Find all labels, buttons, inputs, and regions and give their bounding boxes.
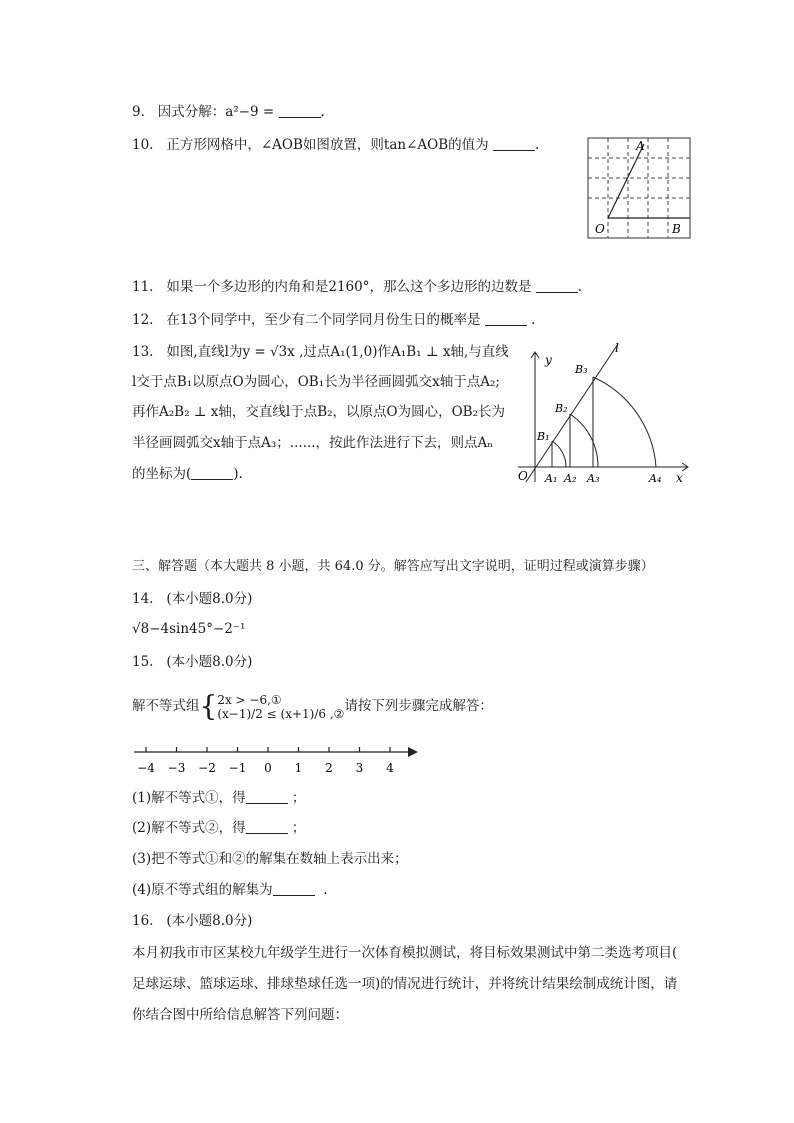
q16-score: (本小题8.0分) — [166, 913, 253, 929]
q13-number: 13. — [132, 344, 154, 360]
q12-period: . — [531, 312, 536, 328]
label-b: B — [672, 222, 681, 236]
q12-number: 12. — [132, 312, 154, 328]
q10-answer-blank[interactable] — [493, 136, 535, 151]
ray-oa — [608, 144, 644, 218]
step2-semicolon: ； — [291, 820, 306, 836]
q11-answer-blank[interactable] — [536, 278, 578, 293]
question-12 — [132, 310, 535, 330]
tick-label: 0 — [264, 761, 272, 775]
label-a4: A₄ — [649, 472, 662, 485]
step1-blank[interactable] — [246, 789, 288, 804]
q11-text: 如果一个多边形的内角和是2160°，那么这个多边形的边数是 — [166, 279, 532, 295]
question-13-line-5 — [132, 464, 243, 484]
label-x: x — [676, 471, 683, 485]
q16-number: 16. — [132, 913, 154, 929]
step4-text: (4)原不等式组的解集为 — [132, 882, 273, 898]
arc-1 — [552, 441, 566, 467]
step2-blank[interactable] — [246, 819, 288, 834]
inequality-1: 2x > −6,① — [217, 692, 282, 707]
inequality-2: (x−1)/2 ≤ (x+1)/6 ,② — [217, 706, 345, 721]
q13-line3: 再作A₂B₂ ⊥ x轴，交直线l于点B₂，以原点O为圆心，OB₂长为 — [132, 404, 506, 420]
q15-step-3: (3)把不等式①和②的解集在数轴上表示出来； — [132, 851, 408, 867]
question-10 — [132, 135, 539, 155]
q15-step-4 — [132, 880, 328, 900]
q10-period: . — [534, 137, 540, 153]
q13-figure — [512, 340, 694, 490]
q10-text: 正方形网格中，∠AOB如图放置，则tan∠AOB的值为 — [166, 137, 489, 153]
q12-answer-blank[interactable] — [485, 311, 527, 326]
step4-period: . — [323, 882, 328, 898]
number-line[interactable] — [128, 740, 418, 780]
q15-system — [132, 688, 493, 725]
label-o: O — [595, 222, 605, 236]
question-14 — [132, 589, 252, 609]
q13-line1: 如图,直线l为y = √3x ,过点A₁(1,0)作A₁B₁ ⊥ x轴,与直线 — [166, 344, 509, 360]
q15-tail: 请按下列步骤完成解答： — [344, 698, 493, 714]
label-l: l — [615, 341, 619, 355]
step4-blank[interactable] — [273, 881, 315, 896]
q12-text: 在13个同学中，至少有二个同学同月份生日的概率是 — [166, 312, 481, 328]
label-b1: B₁ — [537, 430, 550, 443]
q13-line2: l交于点B₁以原点O为圆心，OB₁长为半径画圆弧交x轴于点A₂; — [132, 374, 500, 390]
q9-text: 因式分解：a²−9 = — [157, 104, 275, 120]
q10-number: 10. — [132, 137, 154, 153]
arc-2 — [570, 414, 598, 467]
section-3-title: 三、解答题（本大题共 8 小题，共 64.0 分。解答应写出文字说明，证明过程或演算步骤） — [132, 559, 654, 574]
q15-number: 15. — [132, 654, 154, 670]
label-a2: A₂ — [564, 472, 577, 485]
q15-lead: 解不等式组 — [132, 698, 200, 714]
step1-semicolon: ； — [291, 790, 306, 806]
tick-label: −2 — [198, 761, 216, 775]
q14-score: (本小题8.0分) — [166, 591, 253, 607]
question-15 — [132, 652, 252, 672]
label-b3: B₃ — [575, 363, 588, 376]
arc-3 — [593, 377, 656, 467]
step2-text: (2)解不等式②，得 — [132, 820, 246, 836]
label-b2: B₂ — [555, 402, 568, 415]
q9-period: . — [320, 104, 325, 120]
q15-score: (本小题8.0分) — [166, 654, 253, 670]
tick-label: 3 — [355, 761, 364, 775]
label-o: O — [518, 469, 528, 483]
tick-label: −1 — [228, 761, 247, 775]
question-16 — [132, 911, 252, 931]
q15-step-2 — [132, 818, 305, 838]
tick-label: −4 — [137, 761, 155, 775]
q13-line5b: ). — [233, 466, 243, 482]
q14-expression: √8−4sin45°−2⁻¹ — [132, 621, 246, 637]
tick-label: 1 — [294, 761, 303, 775]
label-a3: A₃ — [587, 472, 600, 485]
label-y: y — [545, 353, 552, 367]
inequality-system — [217, 693, 344, 721]
label-a: A — [636, 139, 645, 153]
brace: { — [199, 689, 218, 723]
question-11 — [132, 277, 582, 297]
q13-line4: 半径画圆弧交x轴于点A₃；......，按此作法进行下去，则点Aₙ — [132, 435, 494, 451]
q11-period: . — [577, 279, 583, 295]
q16-para-1: 本月初我市市区某校九年级学生进行一次体育模拟测试，将目标效果测试中第二类选考项目( — [132, 945, 678, 961]
q16-para-3: 你结合图中所给信息解答下列问题： — [132, 1007, 348, 1023]
label-a1: A₁ — [545, 472, 558, 485]
question-9 — [132, 102, 325, 122]
tick-label: 2 — [325, 761, 333, 775]
tick-label: −3 — [167, 761, 186, 775]
q9-answer-blank[interactable] — [279, 103, 321, 118]
q15-step-1 — [132, 788, 305, 808]
tick-label: 4 — [386, 761, 394, 775]
q13-line5a: 的坐标为( — [132, 466, 192, 482]
question-13-line-1 — [132, 342, 509, 362]
line-l — [526, 344, 618, 482]
q9-number: 9. — [132, 104, 145, 120]
q14-number: 14. — [132, 591, 154, 607]
step1-text: (1)解不等式①，得 — [132, 790, 246, 806]
q11-number: 11. — [132, 279, 154, 295]
q13-answer-blank[interactable] — [191, 465, 233, 480]
q10-grid-figure — [586, 136, 694, 240]
q16-para-2: 足球运球、篮球运球、排球垫球任选一项)的情况进行统计，并将统计结果绘制成统计图，请 — [132, 976, 678, 992]
